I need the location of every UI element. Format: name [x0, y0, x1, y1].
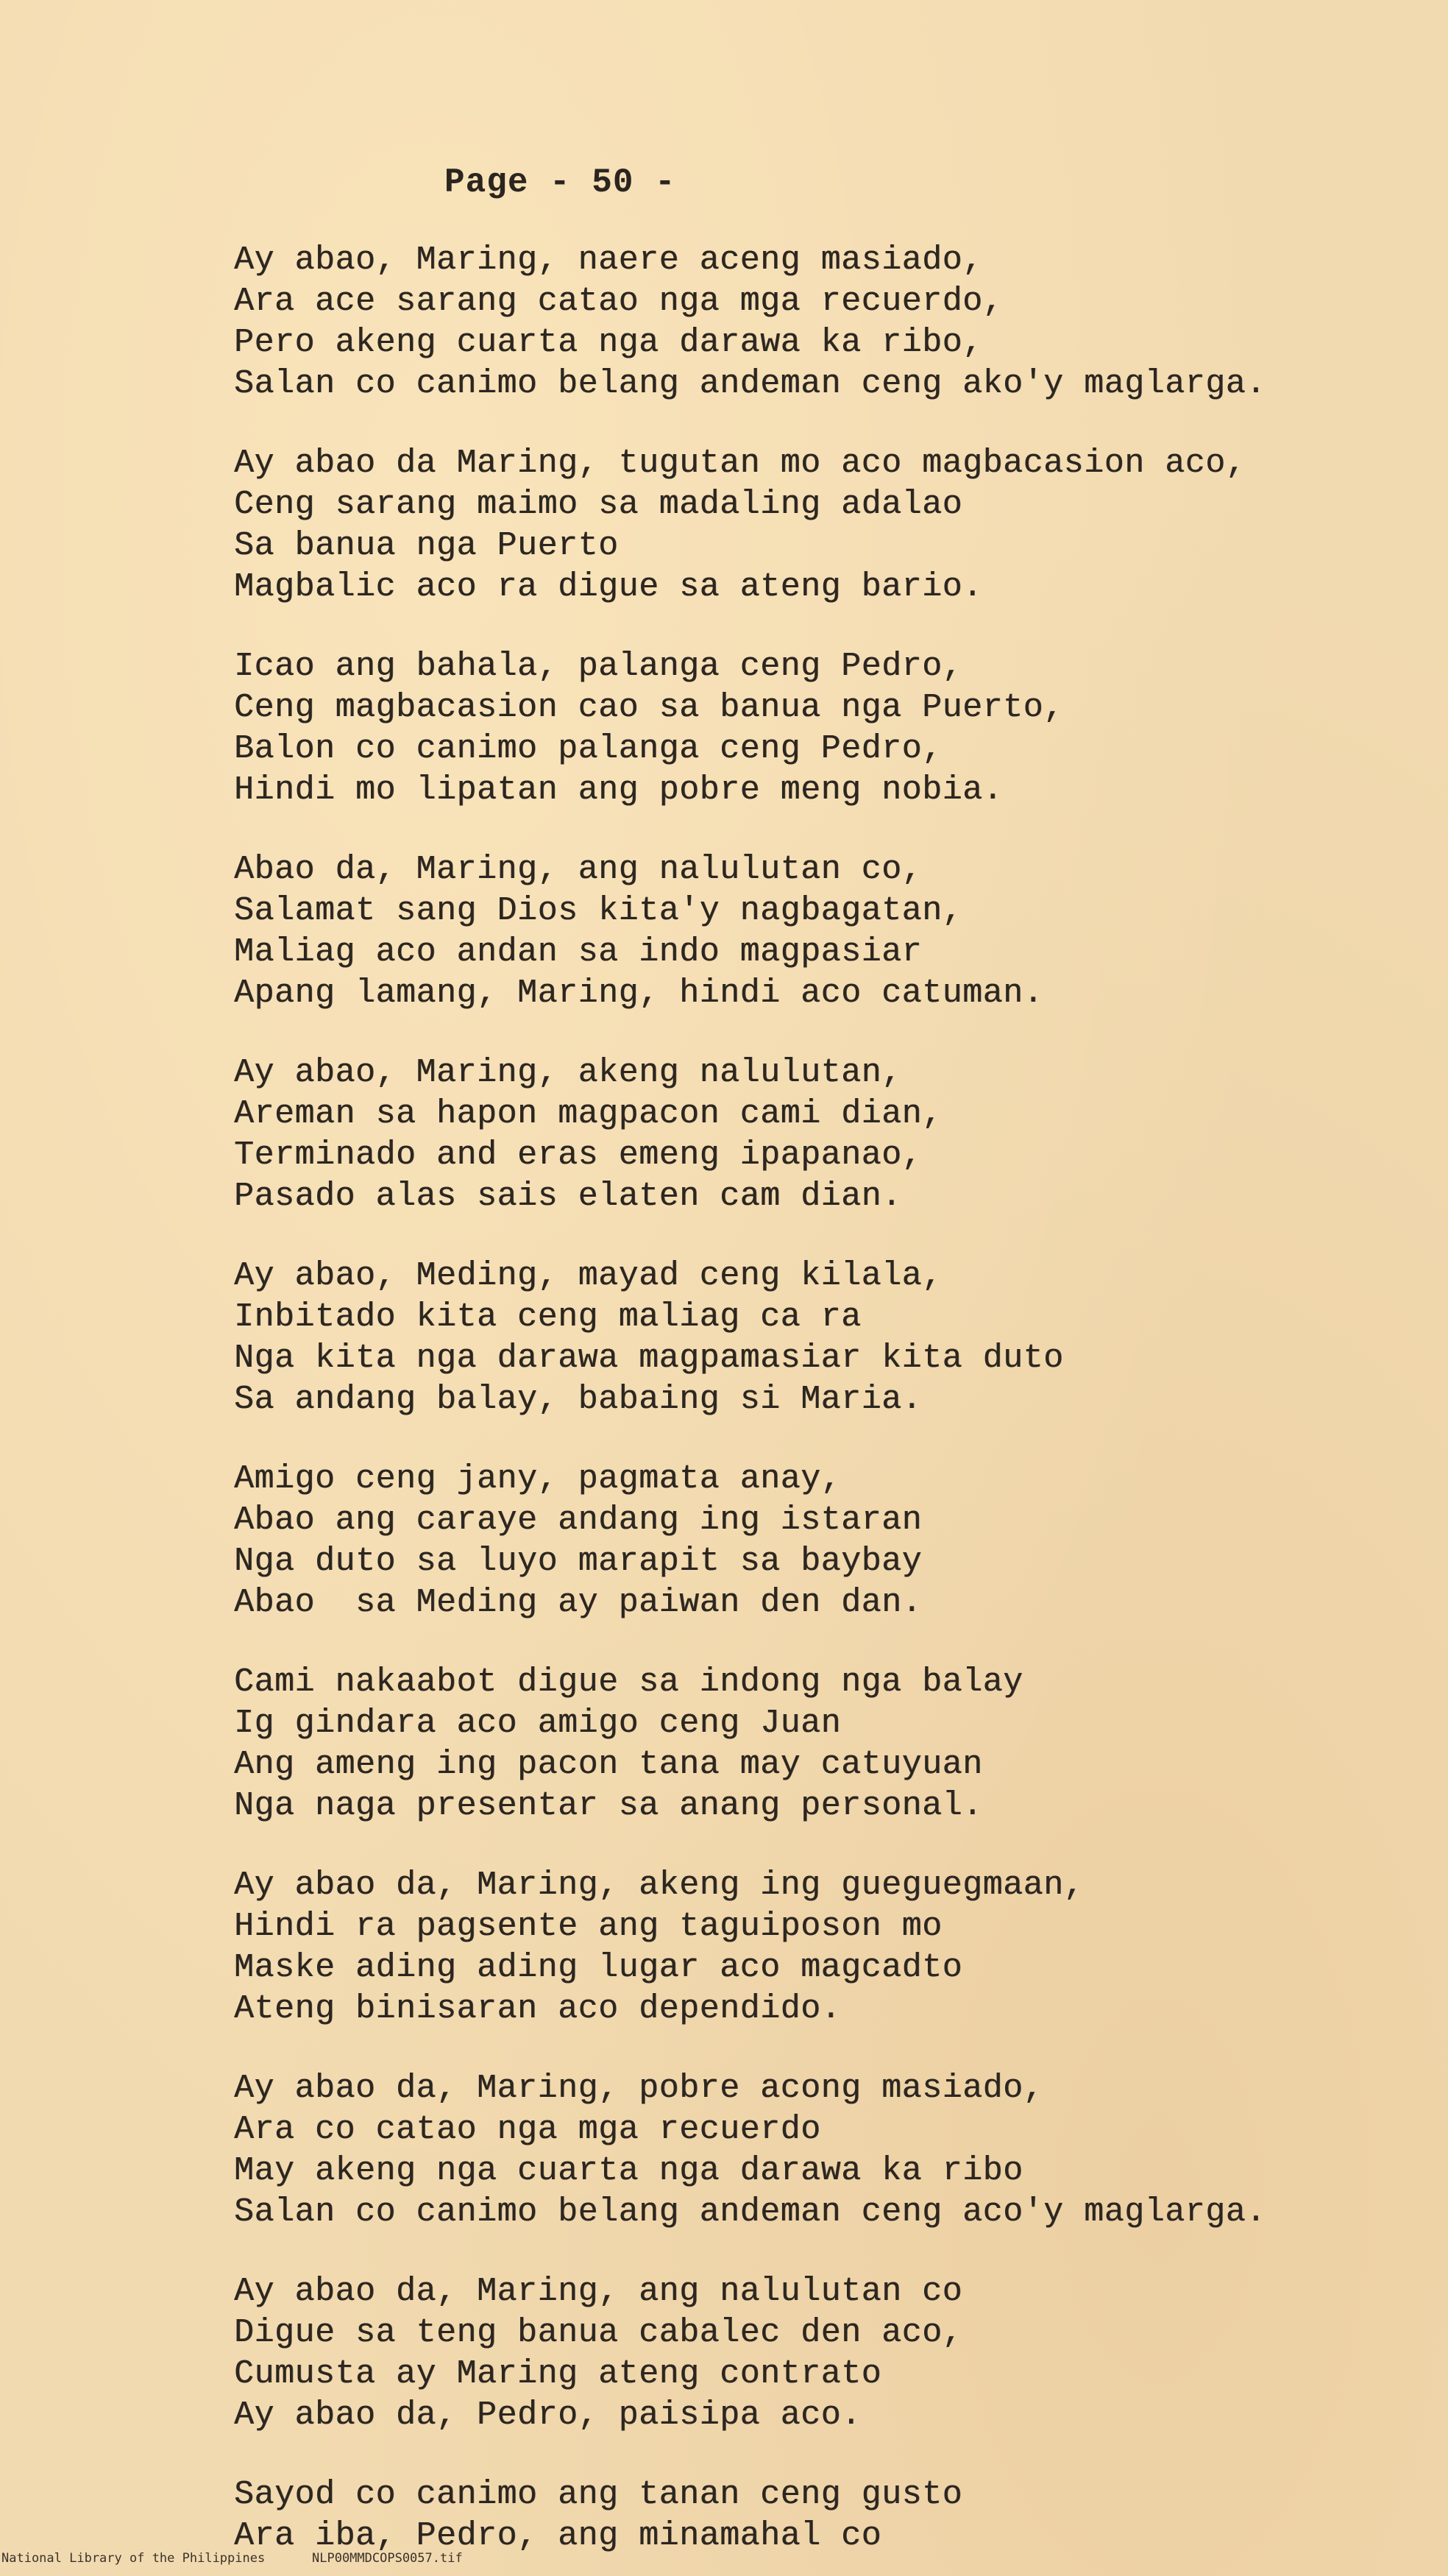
poem-line: Maske ading ading lugar aco magcadto [234, 1949, 963, 1986]
poem-line: Ay abao da, Maring, ang nalulutan co [234, 2273, 963, 2310]
poem-body [234, 240, 1382, 2557]
poem-line: Hindi mo lipatan ang pobre meng nobia. [234, 771, 1004, 809]
library-credit: National Library of the Philippines [1, 2551, 266, 2566]
poem-line: Ara iba, Pedro, ang minamahal co [234, 2517, 882, 2555]
poem-line: Magbalic aco ra digue sa ateng bario. [234, 568, 983, 606]
poem-line: Ay abao, Maring, naere aceng masiado, [234, 241, 983, 279]
page-number: Page - 50 - [444, 163, 676, 202]
poem-line: Amigo ceng jany, pagmata anay, [234, 1460, 842, 1498]
poem-line: Ceng magbacasion cao sa banua nga Puerto, [234, 689, 1064, 726]
poem-line: Salan co canimo belang andeman ceng aco'y maglarga. [234, 2193, 1266, 2231]
poem-line: Sayod co canimo ang tanan ceng gusto [234, 2476, 963, 2513]
poem-line: Nga duto sa luyo marapit sa baybay [234, 1543, 923, 1580]
poem-line: Balon co canimo palanga ceng Pedro, [234, 730, 943, 768]
stanza [234, 1256, 1382, 1420]
stanza [234, 646, 1382, 811]
poem-line: Salan co canimo belang andeman ceng ako'y maglarga. [234, 365, 1266, 403]
poem-line: Abao sa Meding ay paiwan den dan. [234, 1584, 923, 1621]
poem-line: Apang lamang, Maring, hindi aco catuman. [234, 974, 1044, 1012]
stanza [234, 849, 1382, 1014]
scan-filename: NLP00MMDCOPS0057.tif [312, 2551, 463, 2566]
stanza-gap [234, 608, 1382, 646]
stanza [234, 2271, 1382, 2436]
poem-line: Ara co catao nga mga recuerdo [234, 2111, 821, 2148]
poem-line: Inbitado kita ceng maliag ca ra [234, 1298, 862, 1336]
poem-line: Salamat sang Dios kita'y nagbagatan, [234, 892, 963, 930]
poem-line: Maliag aco andan sa indo magpasiar [234, 933, 923, 971]
poem-line: Ay abao da, Pedro, paisipa aco. [234, 2396, 862, 2434]
poem-line: Hindi ra pagsente ang taguiposon mo [234, 1908, 943, 1945]
stanza [234, 443, 1382, 608]
stanza [234, 240, 1382, 405]
poem-line: Ay abao, Maring, akeng nalulutan, [234, 1054, 902, 1091]
stanza-gap [234, 1624, 1382, 1662]
poem-line: Ceng sarang maimo sa madaling adalao [234, 486, 963, 523]
stanza [234, 1662, 1382, 1827]
poem-line: Pasado alas sais elaten cam dian. [234, 1178, 902, 1215]
poem-line: Sa andang balay, babaing si Maria. [234, 1381, 923, 1418]
poem-line: Nga kita nga darawa magpamasiar kita duto [234, 1340, 1064, 1377]
poem-line: Ay abao da, Maring, pobre acong masiado, [234, 2070, 1044, 2107]
poem-line: Sa banua nga Puerto [234, 527, 619, 565]
poem-line: Terminado and eras emeng ipapanao, [234, 1136, 923, 1174]
stanza-gap [234, 1014, 1382, 1052]
poem-line: Ang ameng ing pacon tana may catuyuan [234, 1746, 983, 1783]
poem-line: Cumusta ay Maring ateng contrato [234, 2355, 882, 2393]
stanza [234, 2474, 1382, 2557]
poem-line: Ig gindara aco amigo ceng Juan [234, 1705, 842, 1742]
poem-line: Abao ang caraye andang ing istaran [234, 1501, 923, 1539]
poem-line: Nga naga presentar sa anang personal. [234, 1787, 983, 1825]
stanza-gap [234, 2233, 1382, 2271]
poem-line: Ateng binisaran aco dependido. [234, 1990, 842, 2028]
poem-line: Abao da, Maring, ang nalulutan co, [234, 851, 923, 888]
poem-line: Cami nakaabot digue sa indong nga balay [234, 1663, 1023, 1701]
stanza-gap [234, 405, 1382, 443]
poem-line: Ay abao da Maring, tugutan mo aco magbacasion aco, [234, 445, 1246, 482]
poem-line: Icao ang bahala, palanga ceng Pedro, [234, 648, 963, 685]
scan-footer [0, 2551, 1448, 2576]
stanza-gap [234, 2030, 1382, 2068]
stanza [234, 1052, 1382, 1217]
poem-line: Ay abao da, Maring, akeng ing gueguegmaan, [234, 1866, 1085, 1904]
stanza-gap [234, 1827, 1382, 1865]
stanza-gap [234, 1217, 1382, 1256]
poem-line: Pero akeng cuarta nga darawa ka ribo, [234, 324, 983, 361]
poem-line: May akeng nga cuarta nga darawa ka ribo [234, 2152, 1023, 2190]
poem-line: Digue sa teng banua cabalec den aco, [234, 2314, 963, 2352]
stanza-gap [234, 2436, 1382, 2474]
stanza [234, 2068, 1382, 2233]
poem-line: Ara ace sarang catao nga mga recuerdo, [234, 283, 1004, 320]
stanza [234, 1865, 1382, 2030]
poem-line: Ay abao, Meding, mayad ceng kilala, [234, 1257, 943, 1295]
stanza [234, 1459, 1382, 1624]
stanza-gap [234, 1420, 1382, 1459]
stanza-gap [234, 811, 1382, 849]
poem-line: Areman sa hapon magpacon cami dian, [234, 1095, 943, 1133]
